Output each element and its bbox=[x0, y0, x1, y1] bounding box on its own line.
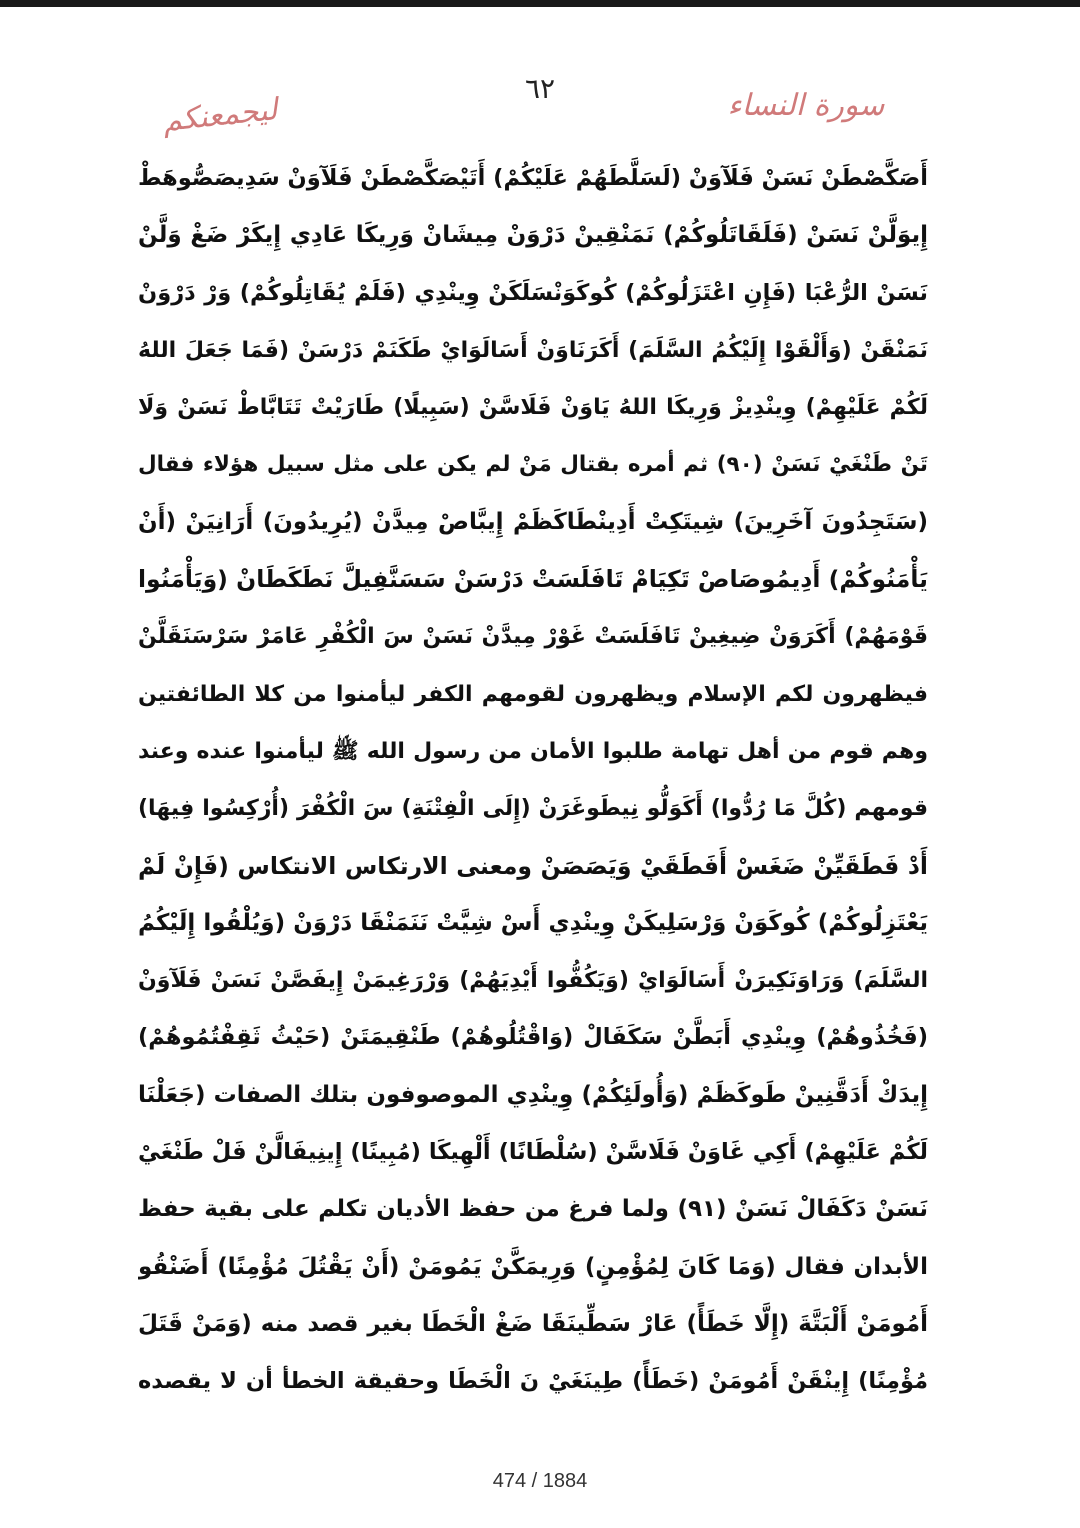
page-text bbox=[138, 150, 928, 1411]
text-line: أَدْ فَطَقَيِّنْ ضَغَسْ أَفَطَقَيْ وَيَصَصَنْ ومعنى الارتكاس الانتكاس (فَإِنْ لَمْ bbox=[138, 851, 928, 880]
text-line: الأبدان فقال (وَمَا كَانَ لِمُؤْمِنٍ) وَرِيمَكَّنْ يَمُومَنْ (أَنْ يَقْتُلَ مُؤْمِنًا) أَضَنْقُو bbox=[138, 1253, 928, 1280]
text-line: قومهم (كُلَّ مَا رُدُّوا) أَكَوَلُّو نِيطَوغَرَنْ (إِلَى الْفِتْنَةِ) سَ الْكُفْرَ (أُرْكِسُوا فِيهَا) bbox=[138, 796, 928, 822]
handwritten-surah-note: سورة النساء bbox=[727, 88, 885, 123]
text-line: يَعْتَزِلُوكُمْ) كُوكَوَنْ وَرْسَلِيكَنْ وِينْدِي أَسْ شِيَّتْ نَنَمَنْقَا دَرْوَنْ (وَيُلْقُوا إِلَيْكُمُ bbox=[138, 909, 928, 936]
text-line: فيظهرون لكم الإسلام ويظهرون لقومهم الكفر ليأمنوا من كلا الطائفتين bbox=[138, 681, 928, 707]
text-line: تَنْ طَنْغَيْ نَسَنْ (٩٠) ثم أمره بقتال مَنْ لم يكن على مثل سبيل هؤلاء فقال bbox=[138, 452, 928, 478]
page-number: ٦٢ bbox=[524, 72, 556, 105]
text-line: لَكُمْ عَلَيْهِمْ) أَكِي غَاوَنْ فَلَاسَّنْ (سُلْطَانًا) أَلْهِيكَا (مُبِينًا) إِينِيفَالَّنْ فَلْ طَنْغَيْ bbox=[138, 1139, 928, 1166]
top-border bbox=[0, 0, 1080, 7]
handwritten-margin-note: ليجمعنكم bbox=[161, 92, 279, 139]
text-line: نَمَنْقَنْ (وَأَلْقَوْا إِلَيْكُمُ السَّلَمَ) أَكَرَنَاوَنْ أَسَالَوَايْ طَكَنَمْ دَرْسَنْ (فَمَا جَعَلَ اللهُ bbox=[138, 337, 928, 363]
text-line: أَصَكَّصْطَنْ نَسَنْ فَلَآوَنْ (لَسَلَّطَهُمْ عَلَيْكُمْ) أَتَيْصَكَّصْطَنْ فَلَآوَنْ سَدِيصَصُّوهَطْ bbox=[138, 165, 928, 191]
text-line: السَّلَمَ) وَرَاوَنَكِيرَنْ أَسَالَوَايْ (وَيَكُفُّوا أَيْدِيَهُمْ) وَرْرَغِيمَنْ إِيفَصَّنْ نَسَنْ فَلَآوَنْ bbox=[138, 968, 928, 994]
text-line: (سَتَجِدُونَ آخَرِينَ) شِيتَكِتْ أَدِينْطَاكَظَمْ إِيبَّاصْ مِيدَّنْ (يُرِيدُونَ) أَرَانِيَنْ (أَنْ bbox=[138, 508, 928, 535]
text-line: وهم قوم من أهل تهامة طلبوا الأمان من رسول الله ﷺ ليأمنوا عنده وعند bbox=[138, 738, 928, 764]
text-line: نَسَنْ الرُّعْبَا (فَإِنِ اعْتَزَلُوكُمْ) كُوكَوَنْسَلَكَنْ وِينْدِي (فَلَمْ يُقَاتِلُوكُمْ) وَرْ دَرْوَنْ bbox=[138, 279, 928, 306]
text-line: قَوْمَهُمْ) أَكَرَوَنْ ضِيغِينْ تَافَلَسَتْ غَوْرْ مِيدَّنْ نَسَنْ سَ الْكُفْرِ عَامَرْ سَرْسَنَقَلَّنْ bbox=[138, 624, 928, 650]
text-line: أَمُومَنْ أَلْبَتَّةَ (إِلَّا خَطَأً) عَارْ سَطِّينَقَا ضَغْ الْخَطَا بغير قصد منه (وَمَنْ قَتَلَ bbox=[138, 1310, 928, 1337]
text-line: لَكُمْ عَلَيْهِمْ) وِينْدِيزْ وَرِيكَا اللهُ يَاوَنْ فَلَاسَّنْ (سَبِيلًا) طَارَيْتْ تَتَابَّاطْ نَسَنْ وَلَا bbox=[138, 395, 928, 421]
text-line: مُؤْمِنًا) إِينْقَنْ أَمُومَنْ (خَطَأً) طِينَغَيْ نَ الْخَطَا وحقيقة الخطأ أن لا يقصده bbox=[138, 1368, 928, 1395]
text-line: إِيدَكْ أَدَقَّنِينْ طَوكَظَمْ (وَأُولَئِكُمْ) وِينْدِي الموصوفون بتلك الصفات (جَعَلْنَا bbox=[138, 1081, 928, 1108]
page-pagination: 474 / 1884 bbox=[492, 1470, 588, 1492]
text-line: إِيوَلَّنْ نَسَنْ (فَلَقَاتَلُوكُمْ) نَمَنْقِينْ دَرْوَنْ مِيشَانْ وَرِيكَا عَادِي إِيكَرْ ضَغْ وَلَّنْ bbox=[138, 222, 928, 249]
text-line: يَأْمَنُوكُمْ) أَدِيمُوصَاصْ تَكِيَامْ تَافَلَسَتْ دَرْسَنْ سَسَنَّفِيلَّ نَطَكَطَانْ (وَيَأْمَنُوا bbox=[138, 565, 928, 594]
text-line: (فَخُذُوهُمْ) وِينْدِي أَبَطَّنْ سَكَفَالْ (وَاقْتُلُوهُمْ) طَنْقِيمَتَنْ (حَيْثُ ثَقِفْتُمُوهُمْ) bbox=[138, 1024, 928, 1051]
text-line: نَسَنْ دَكَفَالْ نَسَنْ (٩١) ولما فرغ من حفظ الأديان تكلم على بقية حفظ bbox=[138, 1196, 928, 1223]
